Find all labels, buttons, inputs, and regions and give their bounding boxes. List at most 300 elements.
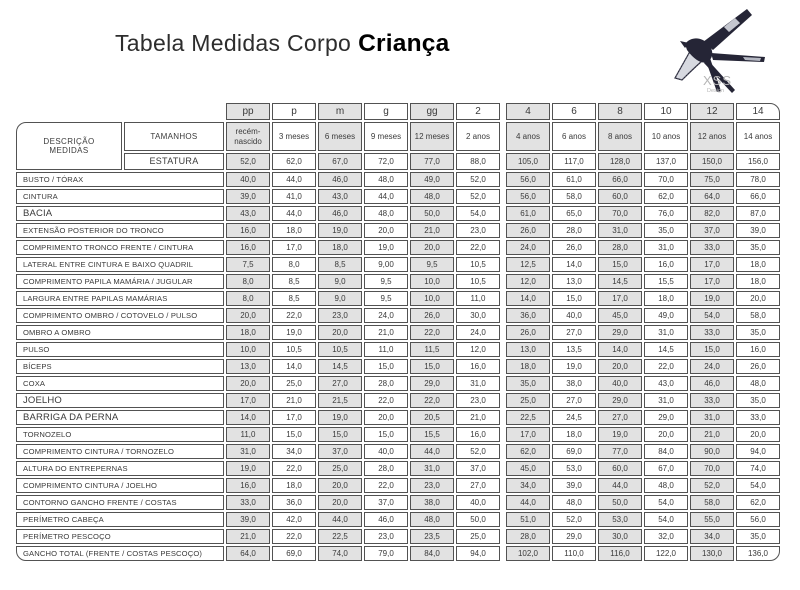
- measure-cell: 56,0: [506, 189, 550, 204]
- table-row: [16, 342, 780, 357]
- measure-cell: 22,0: [644, 359, 688, 374]
- age-cell: 2 anos: [456, 122, 500, 151]
- measure-cell: 64,0: [226, 546, 270, 561]
- measure-cell: 21,5: [318, 393, 362, 408]
- measure-cell: 40,0: [364, 444, 408, 459]
- measure-cell: 44,0: [272, 172, 316, 187]
- size-code-cell: 10: [644, 103, 688, 120]
- measure-cell: 79,0: [364, 546, 408, 561]
- table-row: [16, 189, 780, 204]
- measure-cell: 70,0: [690, 461, 734, 476]
- measure-cell: 21,0: [456, 410, 500, 425]
- measure-cell: 55,0: [690, 512, 734, 527]
- row-label: BÍCEPS: [16, 359, 224, 374]
- measure-cell: 20,0: [364, 410, 408, 425]
- measure-cell: 11,5: [410, 342, 454, 357]
- measure-cell: 58,0: [736, 308, 780, 323]
- measure-cell: 15,0: [272, 427, 316, 442]
- measure-cell: 43,0: [226, 206, 270, 221]
- measure-cell: 14,0: [506, 291, 550, 306]
- measure-cell: 27,0: [552, 325, 596, 340]
- size-code-cell: 4: [506, 103, 550, 120]
- measure-cell: 15,0: [598, 257, 642, 272]
- measure-cell: 15,5: [644, 274, 688, 289]
- measure-cell: 9,5: [410, 257, 454, 272]
- measure-cell: 84,0: [644, 444, 688, 459]
- row-label: COXA: [16, 376, 224, 391]
- measure-cell: 61,0: [552, 172, 596, 187]
- measure-cell: 13,0: [226, 359, 270, 374]
- measure-cell: 30,0: [598, 529, 642, 544]
- measure-cell: 18,0: [506, 359, 550, 374]
- measure-cell: 33,0: [690, 325, 734, 340]
- measure-cell: 44,0: [318, 512, 362, 527]
- measure-cell: 27,0: [318, 376, 362, 391]
- measure-cell: 20,0: [318, 325, 362, 340]
- measure-cell: 94,0: [456, 546, 500, 561]
- measure-cell: 20,0: [410, 240, 454, 255]
- measure-cell: 15,0: [410, 359, 454, 374]
- measure-cell: 17,0: [272, 410, 316, 425]
- column-group-gap: [502, 189, 504, 204]
- measure-cell: 15,0: [364, 359, 408, 374]
- measure-cell: 17,0: [690, 274, 734, 289]
- measure-cell: 17,0: [690, 257, 734, 272]
- measure-cell: 25,0: [456, 529, 500, 544]
- estatura-row: [16, 153, 780, 170]
- measure-cell: 35,0: [506, 376, 550, 391]
- measure-cell: 25,0: [318, 461, 362, 476]
- column-group-gap: [502, 223, 504, 238]
- measure-cell: 31,0: [598, 223, 642, 238]
- measure-cell: 14,0: [552, 257, 596, 272]
- table-row: [16, 546, 780, 561]
- measure-cell: 22,0: [364, 478, 408, 493]
- measure-cell: 82,0: [690, 206, 734, 221]
- measure-cell: 22,0: [410, 325, 454, 340]
- measure-cell: 46,0: [690, 376, 734, 391]
- measure-cell: 9,5: [364, 274, 408, 289]
- measure-cell: 50,0: [598, 495, 642, 510]
- measure-cell: 15,0: [318, 427, 362, 442]
- column-group-gap: [502, 512, 504, 527]
- measure-cell: 13,5: [552, 342, 596, 357]
- age-cell: 8 anos: [598, 122, 642, 151]
- measure-cell: 35,0: [736, 325, 780, 340]
- measure-cell: 9,0: [318, 291, 362, 306]
- measure-cell: 16,0: [226, 478, 270, 493]
- measure-cell: 116,0: [598, 546, 642, 561]
- row-label: PULSO: [16, 342, 224, 357]
- table-row: [16, 529, 780, 544]
- measure-cell: 53,0: [598, 512, 642, 527]
- measure-cell: 39,0: [552, 478, 596, 493]
- measure-cell: 8,0: [226, 274, 270, 289]
- measure-cell: 18,0: [644, 291, 688, 306]
- measure-cell: 18,0: [272, 223, 316, 238]
- column-group-gap: [502, 478, 504, 493]
- table-row: [16, 172, 780, 187]
- row-label: LATERAL ENTRE CINTURA E BAIXO QUADRIL: [16, 257, 224, 272]
- measure-cell: 48,0: [410, 512, 454, 527]
- measure-cell: 29,0: [598, 325, 642, 340]
- measure-cell: 22,0: [364, 393, 408, 408]
- measure-cell: 22,0: [272, 529, 316, 544]
- measure-cell: 60,0: [598, 461, 642, 476]
- age-cell: 10 anos: [644, 122, 688, 151]
- measure-cell: 90,0: [690, 444, 734, 459]
- age-cell: 9 meses: [364, 122, 408, 151]
- measure-cell: 51,0: [506, 512, 550, 527]
- measure-cell: 87,0: [736, 206, 780, 221]
- measure-cell: 24,0: [456, 325, 500, 340]
- measure-cell: 20,0: [736, 291, 780, 306]
- measure-cell: 10,5: [272, 342, 316, 357]
- measure-cell: 8,5: [272, 291, 316, 306]
- measure-cell: 56,0: [736, 512, 780, 527]
- table-row: [16, 512, 780, 527]
- row-label: COMPRIMENTO OMBRO / COTOVELO / PULSO: [16, 308, 224, 323]
- age-cell: 12 meses: [410, 122, 454, 151]
- measure-cell: 37,0: [456, 461, 500, 476]
- ages-row: [16, 122, 780, 151]
- measure-cell: 16,0: [644, 257, 688, 272]
- measure-cell: 52,0: [456, 189, 500, 204]
- page-title: [115, 30, 449, 58]
- estatura-cell: 62,0: [272, 153, 316, 170]
- measure-cell: 38,0: [410, 495, 454, 510]
- row-label: BARRIGA DA PERNA: [16, 410, 224, 425]
- header-blank: [16, 103, 224, 120]
- measure-cell: 20,0: [318, 478, 362, 493]
- size-code-cell: 12: [690, 103, 734, 120]
- measure-cell: 29,0: [644, 410, 688, 425]
- measure-cell: 50,0: [456, 512, 500, 527]
- measure-cell: 43,0: [318, 189, 362, 204]
- measure-cell: 26,0: [552, 240, 596, 255]
- measure-cell: 48,0: [364, 172, 408, 187]
- swallow-icon: [655, 0, 800, 100]
- measure-cell: 31,0: [456, 376, 500, 391]
- measure-cell: 62,0: [506, 444, 550, 459]
- measure-cell: 10,0: [226, 342, 270, 357]
- measure-cell: 50,0: [410, 206, 454, 221]
- measure-cell: 20,0: [644, 427, 688, 442]
- measure-cell: 62,0: [644, 189, 688, 204]
- measure-cell: 21,0: [690, 427, 734, 442]
- measure-cell: 20,0: [598, 359, 642, 374]
- table-row: [16, 478, 780, 493]
- measure-cell: 43,0: [644, 376, 688, 391]
- column-group-gap: [502, 495, 504, 510]
- measure-cell: 18,0: [272, 478, 316, 493]
- measure-cell: 49,0: [410, 172, 454, 187]
- measure-cell: 60,0: [598, 189, 642, 204]
- column-group-gap: [502, 546, 504, 561]
- measure-cell: 21,0: [272, 393, 316, 408]
- measure-cell: 20,5: [410, 410, 454, 425]
- row-label: LARGURA ENTRE PAPILAS MAMÁRIAS: [16, 291, 224, 306]
- measure-cell: 18,0: [318, 240, 362, 255]
- row-label: COMPRIMENTO CINTURA / TORNOZELO: [16, 444, 224, 459]
- measure-cell: 11,0: [456, 291, 500, 306]
- measure-cell: 67,0: [644, 461, 688, 476]
- measure-cell: 25,0: [506, 393, 550, 408]
- measure-cell: 27,0: [598, 410, 642, 425]
- row-label: EXTENSÃO POSTERIOR DO TRONCO: [16, 223, 224, 238]
- column-group-gap: [502, 393, 504, 408]
- measure-cell: 22,0: [410, 393, 454, 408]
- measure-cell: 17,0: [598, 291, 642, 306]
- measure-cell: 19,0: [272, 325, 316, 340]
- estatura-label: ESTATURA: [124, 153, 224, 170]
- measure-cell: 15,0: [690, 342, 734, 357]
- description-line1: DESCRIÇÃO: [43, 136, 95, 146]
- estatura-cell: 156,0: [736, 153, 780, 170]
- logo-brand-text: XSS: [703, 73, 733, 88]
- measure-cell: 48,0: [552, 495, 596, 510]
- measure-cell: 29,0: [410, 376, 454, 391]
- measure-cell: 15,5: [410, 427, 454, 442]
- measure-cell: 39,0: [226, 512, 270, 527]
- estatura-cell: 105,0: [506, 153, 550, 170]
- measure-cell: 17,0: [272, 240, 316, 255]
- age-cell: recém-nascido: [226, 122, 270, 151]
- measure-cell: 22,0: [272, 308, 316, 323]
- measure-cell: 37,0: [318, 444, 362, 459]
- measure-cell: 33,0: [226, 495, 270, 510]
- measure-cell: 31,0: [644, 325, 688, 340]
- measure-cell: 9,0: [318, 274, 362, 289]
- measure-cell: 19,0: [598, 427, 642, 442]
- measure-cell: 69,0: [272, 546, 316, 561]
- column-group-gap: [502, 342, 504, 357]
- size-code-cell: g: [364, 103, 408, 120]
- measure-cell: 28,0: [552, 223, 596, 238]
- measure-cell: 48,0: [736, 376, 780, 391]
- column-group-gap: [502, 274, 504, 289]
- measure-cell: 22,0: [272, 461, 316, 476]
- estatura-cell: 117,0: [552, 153, 596, 170]
- measure-cell: 23,0: [318, 308, 362, 323]
- column-group-gap: [502, 325, 504, 340]
- measure-cell: 20,0: [318, 495, 362, 510]
- row-label: CINTURA: [16, 189, 224, 204]
- measure-cell: 64,0: [690, 189, 734, 204]
- measure-cell: 16,0: [736, 342, 780, 357]
- measure-cell: 36,0: [272, 495, 316, 510]
- measure-cell: 52,0: [690, 478, 734, 493]
- table-row: [16, 393, 780, 408]
- size-code-cell: 2: [456, 103, 500, 120]
- table-row: [16, 427, 780, 442]
- measure-cell: 22,5: [506, 410, 550, 425]
- logo-sub-text: Design: [707, 88, 725, 94]
- measure-cell: 10,5: [318, 342, 362, 357]
- measure-cell: 33,0: [690, 240, 734, 255]
- measure-cell: 130,0: [690, 546, 734, 561]
- row-label: BUSTO / TÓRAX: [16, 172, 224, 187]
- estatura-cell: 137,0: [644, 153, 688, 170]
- measure-cell: 9,00: [364, 257, 408, 272]
- measure-cell: 19,0: [690, 291, 734, 306]
- tamanhos-label: TAMANHOS: [124, 122, 224, 151]
- measure-cell: 19,0: [318, 223, 362, 238]
- size-code-cell: p: [272, 103, 316, 120]
- measure-cell: 20,0: [736, 427, 780, 442]
- measure-cell: 39,0: [226, 189, 270, 204]
- measure-cell: 14,0: [598, 342, 642, 357]
- measure-cell: 28,0: [506, 529, 550, 544]
- measure-cell: 28,0: [598, 240, 642, 255]
- measure-cell: 15,0: [364, 427, 408, 442]
- measure-cell: 33,0: [690, 393, 734, 408]
- measure-cell: 11,0: [364, 342, 408, 357]
- measure-cell: 39,0: [736, 223, 780, 238]
- measure-cell: 21,0: [364, 325, 408, 340]
- measure-cell: 12,0: [506, 274, 550, 289]
- measure-cell: 52,0: [456, 172, 500, 187]
- measure-cell: 41,0: [272, 189, 316, 204]
- measure-cell: 23,5: [410, 529, 454, 544]
- measure-cell: 44,0: [410, 444, 454, 459]
- measure-cell: 40,0: [552, 308, 596, 323]
- measure-cell: 54,0: [736, 478, 780, 493]
- measure-cell: 62,0: [736, 495, 780, 510]
- measure-cell: 45,0: [598, 308, 642, 323]
- measure-cell: 8,5: [318, 257, 362, 272]
- measure-cell: 110,0: [552, 546, 596, 561]
- column-group-gap: [502, 410, 504, 425]
- row-label: COMPRIMENTO CINTURA / JOELHO: [16, 478, 224, 493]
- measure-cell: 18,0: [736, 274, 780, 289]
- measure-cell: 69,0: [552, 444, 596, 459]
- size-code-cell: 14: [736, 103, 780, 120]
- table-row: [16, 461, 780, 476]
- measure-cell: 37,0: [690, 223, 734, 238]
- row-label: COMPRIMENTO TRONCO FRENTE / CINTURA: [16, 240, 224, 255]
- measure-cell: 102,0: [506, 546, 550, 561]
- measure-cell: 48,0: [644, 478, 688, 493]
- row-label: PERÍMETRO CABEÇA: [16, 512, 224, 527]
- measure-cell: 18,0: [226, 325, 270, 340]
- measure-cell: 10,0: [410, 291, 454, 306]
- column-group-gap: [502, 427, 504, 442]
- measure-cell: 49,0: [644, 308, 688, 323]
- measure-cell: 122,0: [644, 546, 688, 561]
- estatura-cell: 88,0: [456, 153, 500, 170]
- size-code-cell: m: [318, 103, 362, 120]
- measure-cell: 44,0: [506, 495, 550, 510]
- column-group-gap: [502, 291, 504, 306]
- measure-cell: 66,0: [736, 189, 780, 204]
- table-row: [16, 444, 780, 459]
- measure-cell: 20,0: [226, 376, 270, 391]
- measure-cell: 17,0: [226, 393, 270, 408]
- measure-cell: 31,0: [410, 461, 454, 476]
- table-row: [16, 223, 780, 238]
- estatura-cell: 52,0: [226, 153, 270, 170]
- size-code-cell: 6: [552, 103, 596, 120]
- measure-cell: 54,0: [644, 512, 688, 527]
- measure-cell: 17,0: [506, 427, 550, 442]
- measure-cell: 53,0: [552, 461, 596, 476]
- measure-cell: 16,0: [456, 427, 500, 442]
- measure-cell: 28,0: [364, 376, 408, 391]
- measure-cell: 48,0: [410, 189, 454, 204]
- measure-cell: 94,0: [736, 444, 780, 459]
- measure-cell: 19,0: [552, 359, 596, 374]
- column-group-gap: [502, 376, 504, 391]
- measure-cell: 65,0: [552, 206, 596, 221]
- measure-cell: 46,0: [318, 206, 362, 221]
- measure-cell: 31,0: [644, 240, 688, 255]
- table-row: [16, 206, 780, 221]
- measure-cell: 18,0: [552, 427, 596, 442]
- table-row: [16, 274, 780, 289]
- measure-cell: 26,0: [506, 223, 550, 238]
- measure-cell: 44,0: [598, 478, 642, 493]
- table-row: [16, 291, 780, 306]
- measure-cell: 21,0: [226, 529, 270, 544]
- measure-cell: 8,0: [226, 291, 270, 306]
- column-group-gap: [502, 206, 504, 221]
- measure-cell: 46,0: [364, 512, 408, 527]
- measure-cell: 29,0: [598, 393, 642, 408]
- measure-cell: 35,0: [736, 529, 780, 544]
- column-group-gap: [502, 444, 504, 459]
- xss-design-logo: [655, 0, 800, 100]
- measure-cell: 42,0: [272, 512, 316, 527]
- measure-cell: 31,0: [226, 444, 270, 459]
- measure-cell: 52,0: [456, 444, 500, 459]
- measure-cell: 40,0: [456, 495, 500, 510]
- measure-cell: 38,0: [552, 376, 596, 391]
- measure-cell: 76,0: [644, 206, 688, 221]
- measure-cell: 61,0: [506, 206, 550, 221]
- measure-cell: 8,0: [272, 257, 316, 272]
- column-group-gap: [502, 103, 504, 120]
- measure-cell: 26,0: [410, 308, 454, 323]
- measure-cell: 11,0: [226, 427, 270, 442]
- table-row: [16, 359, 780, 374]
- age-cell: 12 anos: [690, 122, 734, 151]
- estatura-cell: 150,0: [690, 153, 734, 170]
- size-codes-row: [16, 103, 780, 120]
- measure-cell: 40,0: [598, 376, 642, 391]
- measure-cell: 34,0: [690, 529, 734, 544]
- age-cell: 14 anos: [736, 122, 780, 151]
- measure-cell: 33,0: [736, 410, 780, 425]
- measure-cell: 74,0: [318, 546, 362, 561]
- measure-cell: 23,0: [456, 393, 500, 408]
- measure-cell: 22,0: [456, 240, 500, 255]
- row-label: TORNOZELO: [16, 427, 224, 442]
- measure-cell: 84,0: [410, 546, 454, 561]
- measure-cell: 23,0: [410, 478, 454, 493]
- measure-cell: 10,0: [410, 274, 454, 289]
- measure-cell: 19,0: [318, 410, 362, 425]
- row-label: PERÍMETRO PESCOÇO: [16, 529, 224, 544]
- column-group-gap: [502, 122, 504, 151]
- column-group-gap: [502, 461, 504, 476]
- measure-cell: 52,0: [552, 512, 596, 527]
- measure-cell: 44,0: [272, 206, 316, 221]
- description-header: [16, 122, 122, 170]
- measure-cell: 27,0: [552, 393, 596, 408]
- measure-cell: 24,5: [552, 410, 596, 425]
- measure-cell: 14,5: [644, 342, 688, 357]
